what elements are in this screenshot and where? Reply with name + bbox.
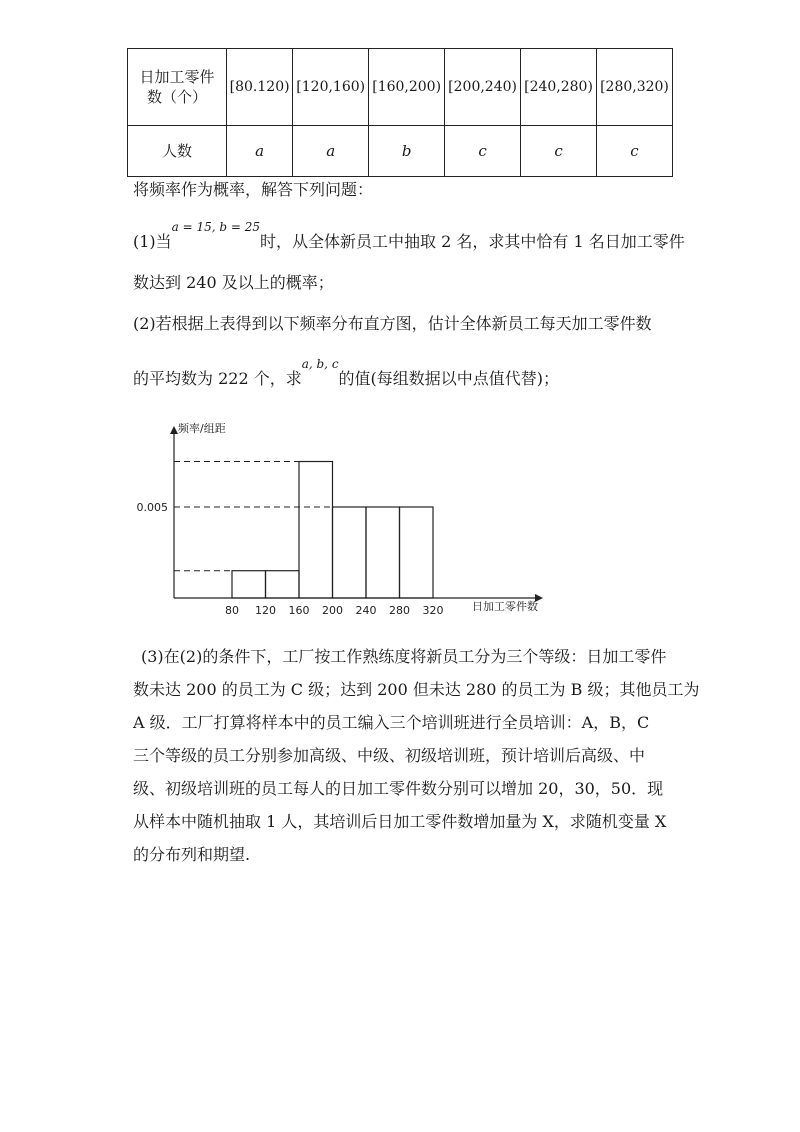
- question-2-suffix: 的值(每组数据以中点值代替)；: [338, 369, 560, 388]
- table-row: [128, 126, 673, 177]
- table-count-cell: b: [369, 126, 445, 177]
- table-interval-cell: [240,280): [521, 49, 597, 126]
- question-2-line-2: [133, 357, 560, 390]
- table-row: [128, 49, 673, 126]
- table-interval-cell: [160,200): [369, 49, 445, 126]
- chart-y-axis-arrow: [170, 426, 178, 434]
- frequency-table: [127, 48, 673, 177]
- table-count-label: 人数: [128, 126, 227, 177]
- question-2-prefix: 的平均数为 222 个，求: [133, 369, 302, 388]
- histogram-bar: [400, 507, 434, 598]
- histogram-bar: [333, 507, 367, 598]
- table-count-cell: c: [445, 126, 521, 177]
- question-3-line-2: 数未达 200 的员工为 C 级；达到 200 但未达 280 的员工为 B 级；其他员工为: [133, 680, 700, 699]
- histogram-bar: [232, 571, 266, 598]
- table-interval-cell: [200,240): [445, 49, 521, 126]
- question-3-line-7: 的分布列和期望.: [133, 845, 251, 864]
- chart-y-tick-label: 0.005: [136, 501, 168, 514]
- chart-x-tick-label: 120: [255, 604, 276, 617]
- table-interval-cell: [280,320): [597, 49, 673, 126]
- table-interval-cell: [120,160): [293, 49, 369, 126]
- question-1-suffix: 时，从全体新员工中抽取 2 名，求其中恰有 1 名日加工零件: [260, 232, 685, 251]
- chart-x-tick-label: 240: [355, 604, 377, 617]
- chart-x-axis-label: 日加工零件数: [472, 600, 538, 613]
- frequency-histogram: [120, 418, 580, 623]
- chart-x-tick-label: 160: [288, 604, 310, 617]
- table-count-cell: c: [597, 126, 673, 177]
- table-header-cell: [128, 49, 227, 126]
- question-1-line-1: [133, 220, 685, 253]
- chart-x-tick-label: 80: [225, 604, 239, 617]
- question-3-line-3: A 级．工厂打算将样本中的员工编入三个培训班进行全员培训：A，B，C: [133, 713, 650, 732]
- table-header-label: 日加工零件: [139, 68, 215, 86]
- question-1-line-2: 数达到 240 及以上的概率；: [133, 273, 334, 292]
- table-count-cell: a: [227, 126, 293, 177]
- chart-x-tick-label: 320: [422, 604, 444, 617]
- question-3-line-5: 级、初级培训班的员工每人的日加工零件数分别可以增加 20，30，50．现: [133, 779, 664, 798]
- table-header-label-2: 数（个）: [146, 88, 207, 106]
- table-count-cell: c: [521, 126, 597, 177]
- histogram-bar: [366, 507, 400, 598]
- table-count-cell: a: [293, 126, 369, 177]
- histogram-bar: [266, 571, 300, 598]
- question-3-line-4: 三个等级的员工分别参加高级、中级、初级培训班，预计培训后高级、中: [133, 746, 646, 765]
- question-2-line-1: (2)若根据上表得到以下频率分布直方图，估计全体新员工每天加工零件数: [133, 314, 652, 333]
- chart-y-axis-label: 频率/组距: [178, 422, 226, 435]
- question-1-prefix: (1)当: [133, 232, 172, 251]
- question-3-line-1: (3)在(2)的条件下，工厂按工作熟练度将新员工分为三个等级：日加工零件: [141, 647, 667, 666]
- chart-x-tick-label: 280: [389, 604, 410, 617]
- table-interval-cell: [80.120): [227, 49, 293, 126]
- intro-text: 将频率作为概率，解答下列问题：: [133, 180, 374, 199]
- chart-x-tick-label: 200: [322, 604, 343, 617]
- question-2-variables: a, b, c: [301, 357, 339, 371]
- question-1-condition: a = 15, b = 25: [171, 220, 261, 234]
- question-3-line-6: 从样本中随机抽取 1 人，其培训后日加工零件数增加量为 X，求随机变量 X: [133, 812, 667, 831]
- histogram-bar: [299, 462, 333, 599]
